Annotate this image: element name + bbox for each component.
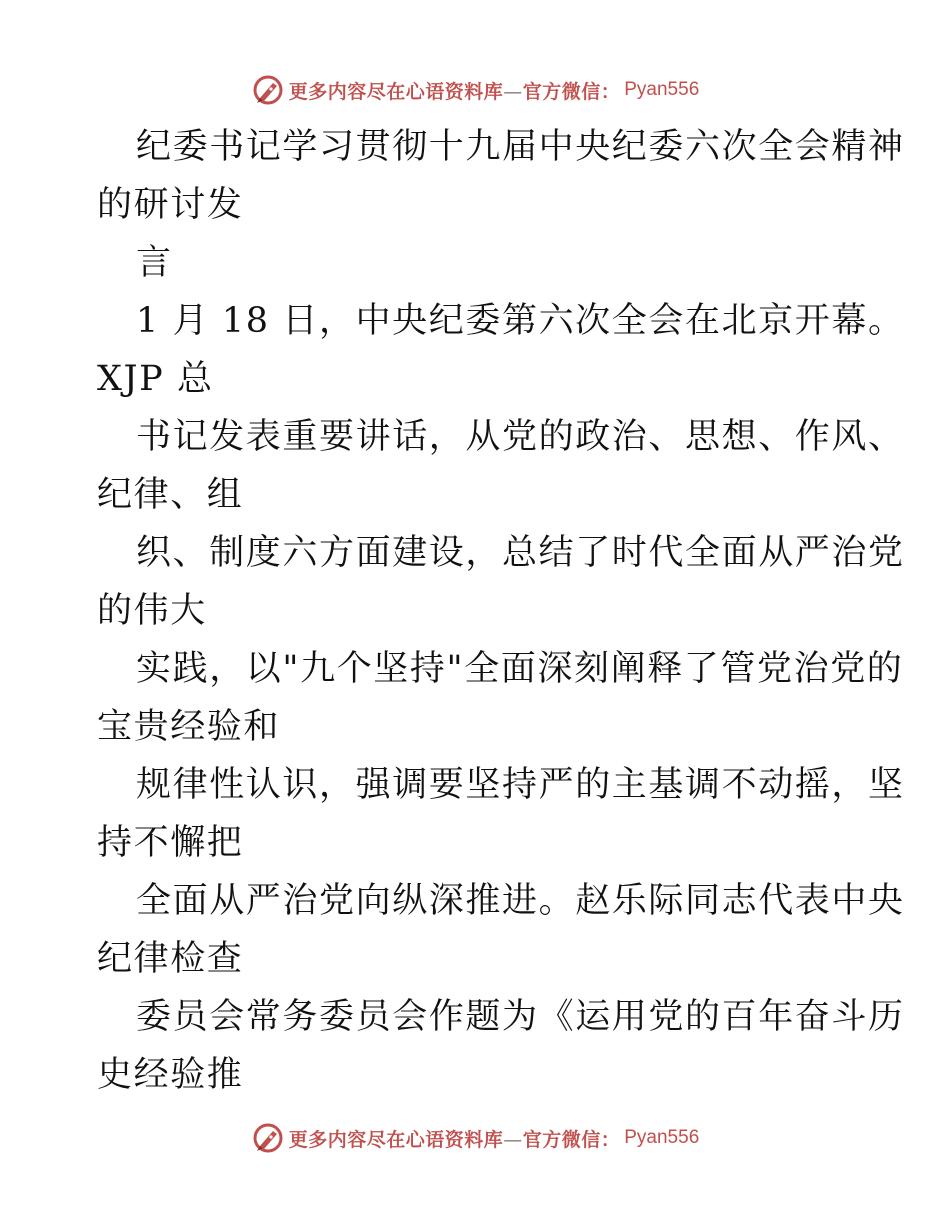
text-line: 1 月 18 日，中央纪委第六次全会在北京开幕。: [136, 301, 905, 341]
watermark-separator: —: [503, 1128, 523, 1151]
text-line: 纪律、组: [97, 475, 244, 515]
watermark-wechat-label: 官方微信：: [522, 80, 621, 103]
text-line: 纪律检查: [97, 939, 244, 979]
text-line: 持不懈把: [97, 823, 244, 863]
watermark-text: 更多内容尽在心语资料库: [288, 80, 504, 103]
watermark-wechat-id: Pyan556: [624, 1127, 700, 1148]
text-line: 书记发表重要讲话，从党的政治、思想、作风、: [136, 417, 905, 457]
text-line: 的研讨发: [97, 185, 244, 225]
watermark-separator: —: [503, 80, 523, 103]
watermark-text: 更多内容尽在心语资料库: [288, 1128, 504, 1151]
text-line: 织、制度六方面建设，总结了时代全面从严治党: [136, 533, 905, 573]
text-line: 史经验推: [97, 1055, 244, 1095]
text-line: 全面从严治党向纵深推进。赵乐际同志代表中央: [136, 881, 905, 921]
fountain-pen-logo-icon: [251, 1121, 285, 1155]
watermark-wechat-label: 官方微信：: [522, 1128, 621, 1151]
watermark-wechat-id: Pyan556: [624, 79, 700, 100]
text-line: 委员会常务委员会作题为《运用党的百年奋斗历: [136, 997, 905, 1037]
text-line: 宝贵经验和: [97, 707, 281, 747]
document-body: [97, 118, 905, 1104]
text-line: 规律性认识，强调要坚持严的主基调不动摇，坚: [136, 765, 905, 805]
text-line: 纪委书记学习贯彻十九届中央纪委六次全会精神: [136, 127, 905, 167]
text-line: XJP 总: [97, 359, 214, 399]
footer-watermark: [0, 1118, 950, 1158]
fountain-pen-logo-icon: [251, 73, 285, 107]
text-line: 的伟大: [97, 591, 207, 631]
text-line: 实践，以"九个坚持"全面深刻阐释了管党治党的: [136, 649, 904, 689]
header-watermark: [0, 70, 950, 110]
text-line: 言: [136, 243, 173, 283]
